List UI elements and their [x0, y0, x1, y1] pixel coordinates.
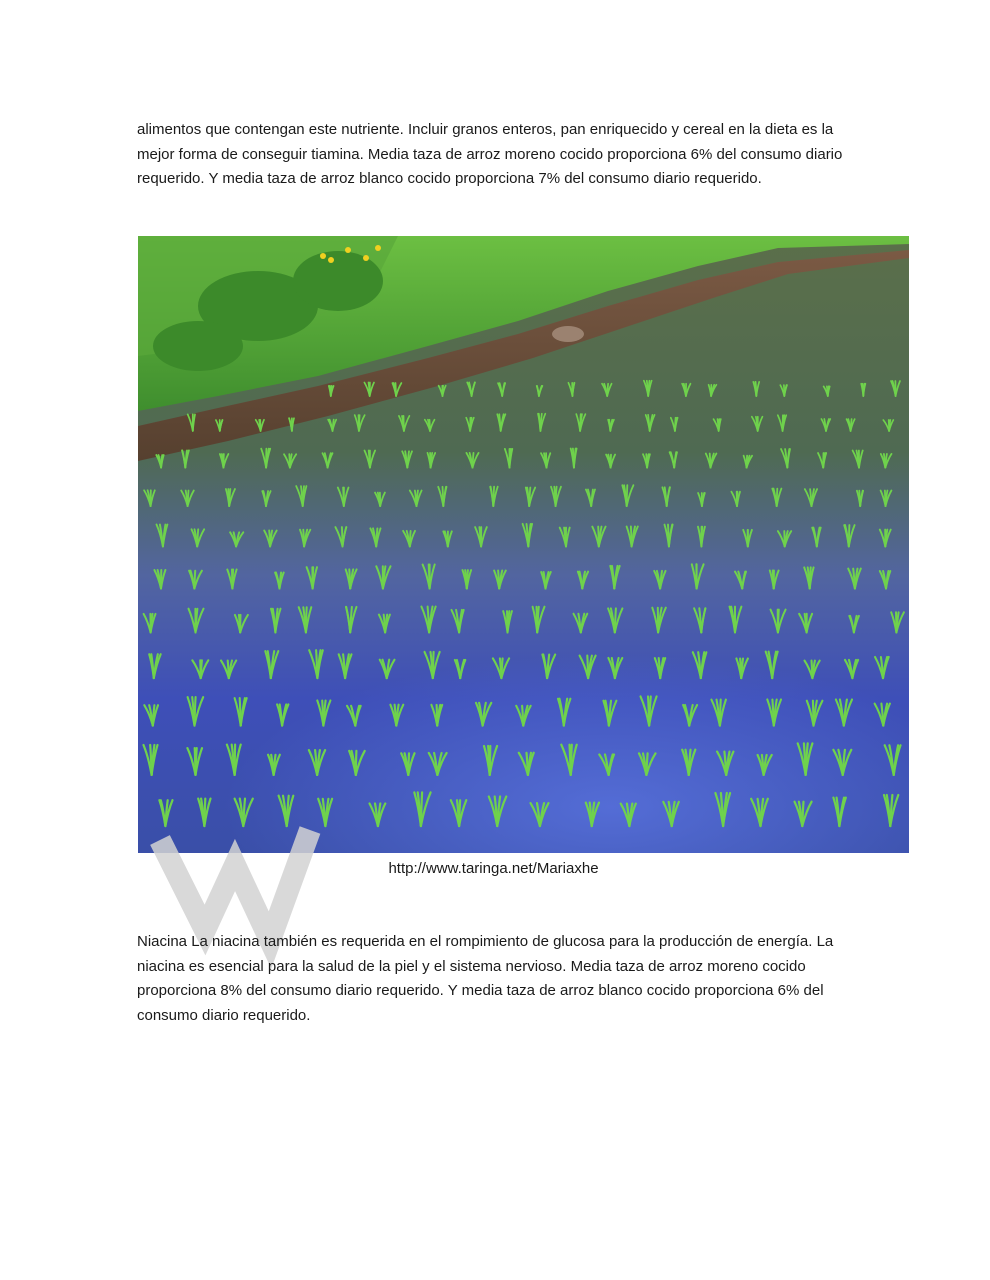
rice-paddy-photo	[138, 236, 909, 853]
stone	[552, 326, 584, 342]
photo-caption: http://www.taringa.net/Mariaxhe	[388, 860, 599, 877]
paragraph-thiamine: alimentos que contengan este nutriente. Incluir granos enteros, pan enriquecido y cereal en la dieta es la mejor forma de conseguir tiamina. Media taza de arroz moreno cocido proporciona 6% del consumo diario requerido. Y media taza de arroz blanco cocido proporciona 7% del consumo diario requerido.	[137, 121, 843, 187]
paragraph-niacin: Niacina La niacina también es requerida en el rompimiento de glucosa para la producción de energía. La niacina es esencial para la salud de la piel y el sistema nervioso. Media taza de arroz moreno cocido proporciona 8% del consumo diario requerido. Y media taza de arroz blanco cocido proporciona 6% del consumo diario requerido.	[137, 933, 834, 1024]
